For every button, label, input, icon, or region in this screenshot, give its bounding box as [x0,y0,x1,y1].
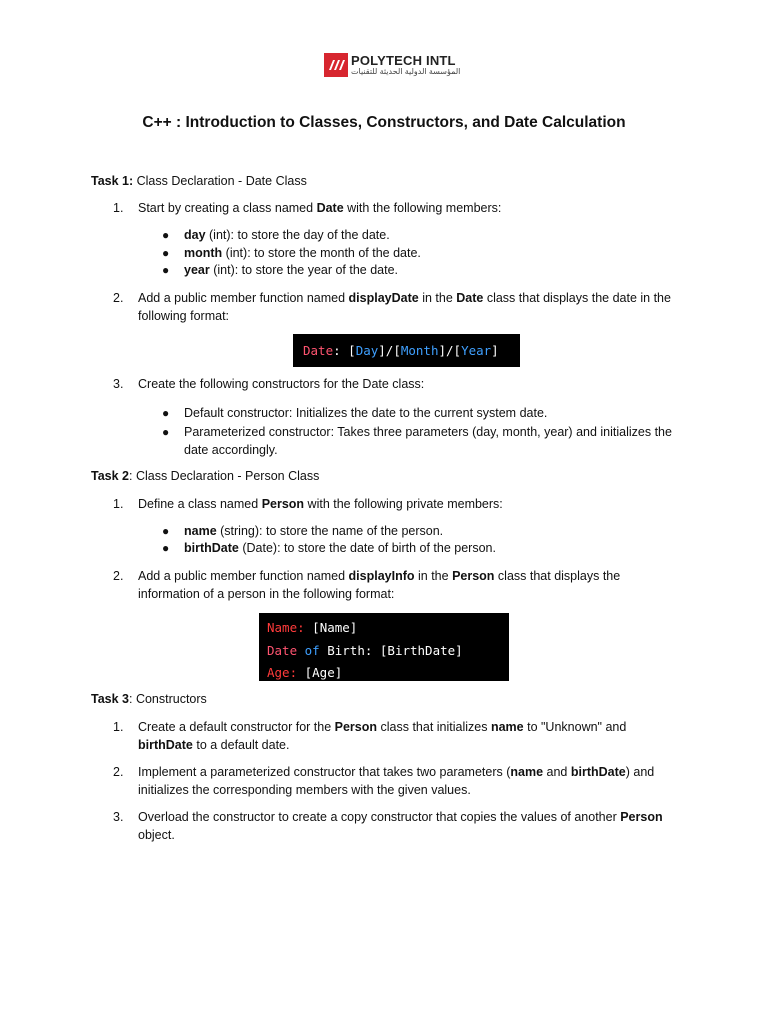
task3-item3-text: Overload the constructor to create a copy constructor that copies the values of another Person object. [138,810,663,842]
task2-item2-text: Add a public member function named displayInfo in the Person class that displays the information of a person in the following format: [138,569,621,601]
date-format-code-block: Date : [ Day ]/[ Month ]/[ Year ] [293,334,520,367]
task1-item1-text: Start by creating a class named Date with the following members: [138,201,502,215]
bullet-icon: ● [162,425,170,439]
task2-item1-number: 1. [113,497,124,511]
task2-item2-number: 2. [113,569,124,583]
bullet-icon: ● [162,246,170,260]
task1-heading: Task 1: Class Declaration - Date Class [91,174,307,188]
logo-subtitle: المؤسسة الدولية الحديثة للتقنيات [351,67,461,76]
task2-heading: Task 2: Class Declaration - Person Class [91,469,320,483]
task3-item1-text: Create a default constructor for the Person class that initializes name to "Unknown" and birthDate to a default date. [138,720,627,752]
logo-name: POLYTECH INTL [351,53,456,68]
task2-member-name: name (string): to store the name of the person. [184,524,444,538]
bullet-icon: ● [162,406,170,420]
task1-item2-text: Add a public member function named displayDate in the Date class that displays the date in the following format: [138,291,671,323]
person-format-code-block: Name: [Name] Date of Birth: [BirthDate] Age: [Age] [259,613,509,681]
task1-item2-number: 2. [113,291,124,305]
task3-item3-number: 3. [113,810,124,824]
task1-ctor-param: Parameterized constructor: Takes three parameters (day, month, year) and initializes the date accordingly. [184,425,672,457]
bullet-icon: ● [162,228,170,242]
task1-ctor-default: Default constructor: Initializes the date to the current system date. [184,406,548,420]
task1-member-day: day (int): to store the day of the date. [184,228,390,242]
task3-item1-number: 1. [113,720,124,734]
task2-item1-text: Define a class named Person with the following private members: [138,497,503,511]
task1-member-month: month (int): to store the month of the date. [184,246,421,260]
page-title: C++ : Introduction to Classes, Constructors, and Date Calculation [142,114,626,131]
task3-item2-number: 2. [113,765,124,779]
task3-heading: Task 3: Constructors [91,692,207,706]
task1-item3-text: Create the following constructors for the Date class: [138,377,425,391]
task3-item2-text: Implement a parameterized constructor that takes two parameters (name and birthDate) and initializes the corresponding members with the given values. [138,765,655,797]
bullet-icon: ● [162,524,170,538]
task1-item3-number: 3. [113,377,124,391]
task1-member-year: year (int): to store the year of the date. [184,263,399,277]
task1-item1-number: 1. [113,201,124,215]
bullet-icon: ● [162,541,170,555]
logo-mark-icon [324,53,348,77]
company-logo [324,52,460,78]
task2-member-birthdate: birthDate (Date): to store the date of birth of the person. [184,541,496,555]
bullet-icon: ● [162,263,170,277]
